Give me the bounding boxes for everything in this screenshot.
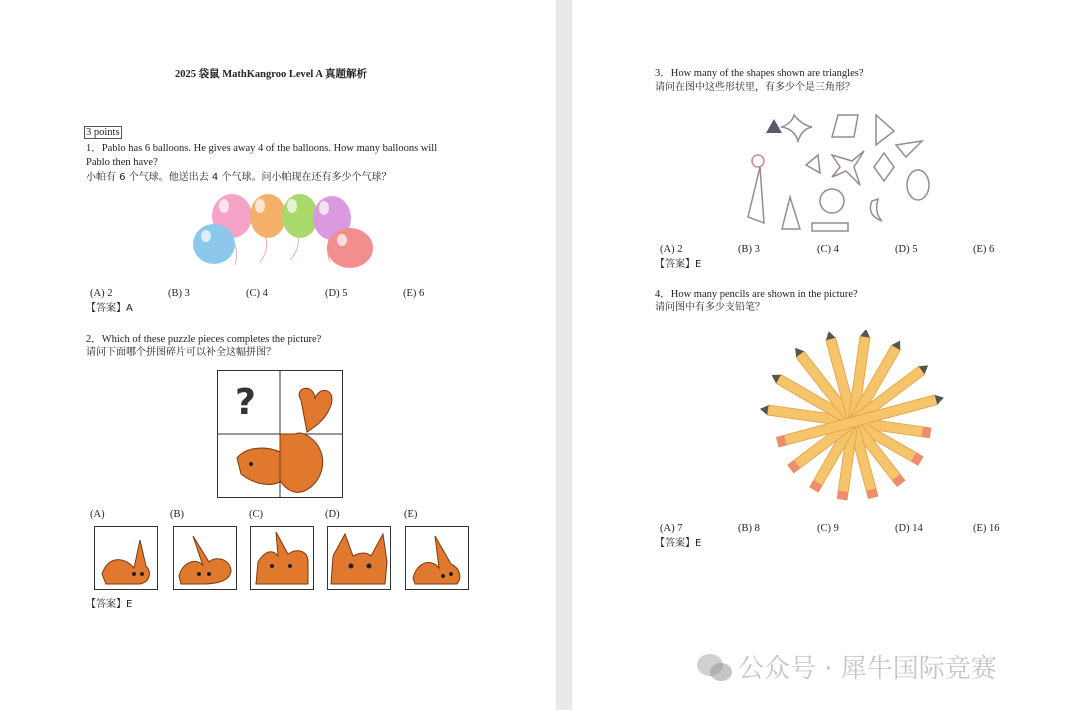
question-mark: ?	[235, 382, 256, 423]
circle-shape	[752, 155, 764, 167]
diamond-shape	[874, 153, 894, 181]
q2-label-a: (A)	[90, 509, 105, 520]
triangle-shape	[896, 141, 922, 157]
q1-option-e[interactable]: (E) 6	[403, 288, 425, 299]
crescent-shape	[870, 199, 882, 221]
q4-option-d[interactable]: (D) 14	[895, 523, 923, 534]
q4-option-b[interactable]: (B) 8	[738, 523, 760, 534]
q3-option-b[interactable]: (B) 3	[738, 244, 760, 255]
page-title: 2025 袋鼠 MathKangroo Level A 真题解析	[175, 69, 368, 80]
q1-option-a[interactable]: (A) 2	[90, 288, 113, 299]
q1-option-c[interactable]: (C) 4	[246, 288, 268, 299]
puzzle-piece-e[interactable]	[405, 526, 469, 590]
triangle-shape	[748, 167, 764, 223]
shapes-figure	[742, 105, 972, 235]
q1-text-cn: 小帕有 6 个气球。他送出去 4 个气球。问小帕现在还有多少个气球？	[86, 172, 392, 183]
puzzle-figure	[217, 370, 343, 498]
circle-shape	[820, 189, 844, 213]
triangle-shape	[806, 155, 820, 173]
q3-option-d[interactable]: (D) 5	[895, 244, 918, 255]
q3-option-e[interactable]: (E) 6	[973, 244, 995, 255]
q1-text-line2: Pablo then have?	[86, 157, 158, 168]
q2-text: 2．Which of these puzzle pieces completes the picture?	[86, 334, 322, 345]
section-label-text: 3 points	[86, 127, 120, 138]
q1-answer: 【答案】A	[86, 303, 133, 314]
q4-text: 4．How many pencils are shown in the picture?	[655, 289, 858, 300]
q3-text: 3．How many of the shapes shown are triangles?	[655, 68, 864, 79]
q1-option-d[interactable]: (D) 5	[325, 288, 348, 299]
balloon-green	[282, 194, 318, 238]
balloon-red	[327, 228, 373, 268]
section-label	[84, 126, 122, 139]
q2-text-cn: 请问下面哪个拼图碎片可以补全这幅拼图？	[86, 347, 276, 358]
triangle-shape-filled	[766, 119, 782, 133]
puzzle-piece-b[interactable]	[173, 526, 237, 590]
oval-shape	[907, 170, 929, 200]
balloons-figure	[190, 190, 380, 275]
q3-answer: 【答案】E	[655, 259, 702, 270]
star-shape	[782, 115, 812, 141]
quad-shape	[832, 115, 858, 137]
q4-text-cn: 请问图中有多少支铅笔？	[655, 302, 765, 313]
q4-answer: 【答案】E	[655, 538, 702, 549]
q2-answer: 【答案】E	[86, 599, 133, 610]
q4-option-a[interactable]: (A) 7	[660, 523, 683, 534]
triangle-shape	[876, 115, 894, 145]
puzzle-piece-a[interactable]	[94, 526, 158, 590]
q3-text-cn: 请问在图中这些形状里，有多少个是三角形？	[655, 82, 855, 93]
q2-label-e: (E)	[404, 509, 418, 520]
q4-option-c[interactable]: (C) 9	[817, 523, 839, 534]
puzzle-piece-d[interactable]	[327, 526, 391, 590]
balloon-blue	[193, 224, 235, 264]
balloon-orange	[250, 194, 286, 238]
q3-option-a[interactable]: (A) 2	[660, 244, 683, 255]
q2-label-d: (D)	[325, 509, 340, 520]
star-shape	[832, 151, 864, 185]
q1-option-b[interactable]: (B) 3	[168, 288, 190, 299]
q2-label-b: (B)	[170, 509, 184, 520]
wechat-icon	[695, 650, 735, 686]
q2-label-c: (C)	[249, 509, 263, 520]
triangle-shape	[782, 197, 800, 229]
q4-option-e[interactable]: (E) 16	[973, 523, 1000, 534]
pencils-figure	[758, 330, 948, 515]
q3-option-c[interactable]: (C) 4	[817, 244, 839, 255]
q1-text-line1: 1．Pablo has 6 balloons. He gives away 4 of the balloons. How many balloons will	[86, 143, 438, 154]
watermark: 公众号 · 犀牛国际竞赛	[738, 654, 997, 684]
puzzle-piece-c[interactable]	[250, 526, 314, 590]
rectangle-shape	[812, 223, 848, 231]
page-right	[572, 0, 1080, 710]
